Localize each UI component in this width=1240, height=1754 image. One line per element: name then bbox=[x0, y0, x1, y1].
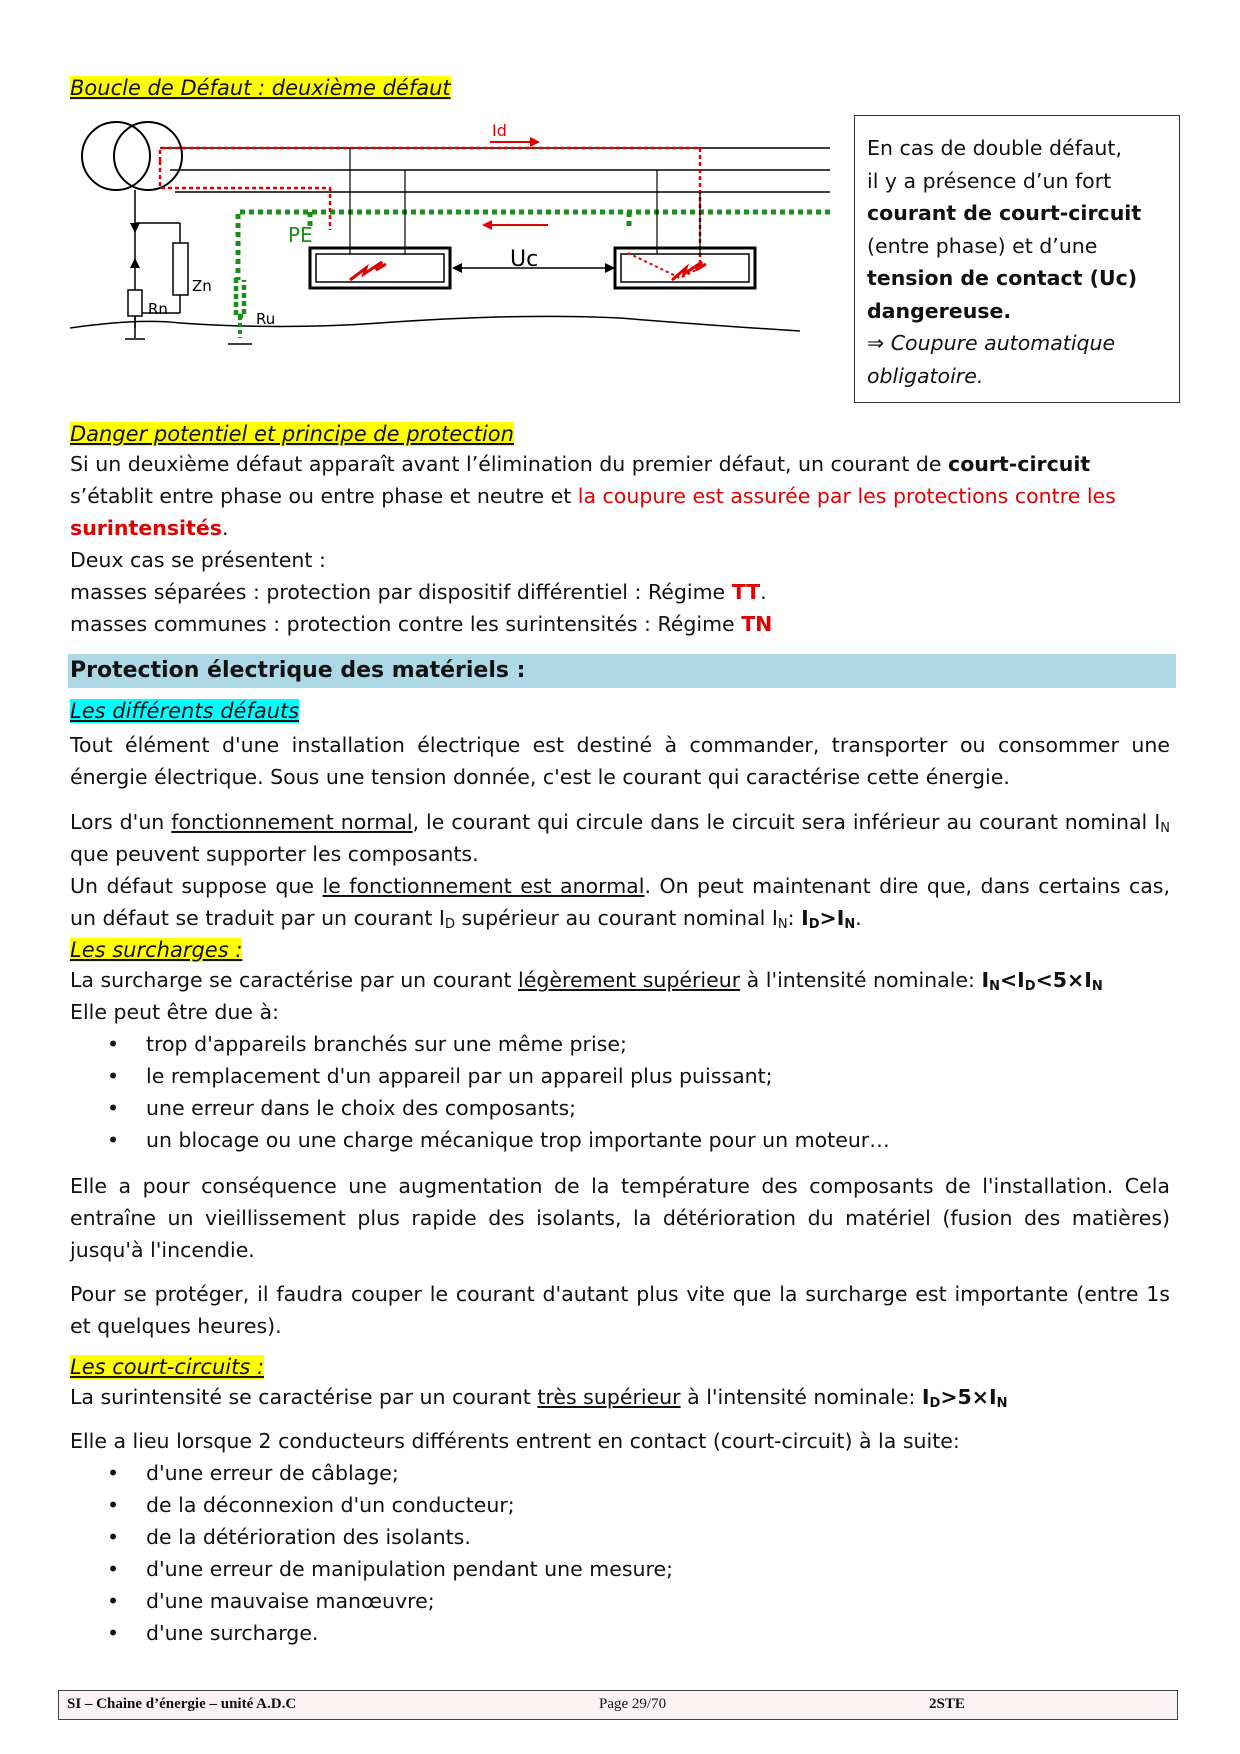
defauts-paragraph-3 bbox=[70, 870, 1170, 934]
danger-title: Danger potentiel et principe de protection bbox=[70, 422, 514, 446]
danger-bold-court-circuit: court-circuit bbox=[948, 452, 1091, 476]
cc-text-c: à l'intensité nominale: bbox=[680, 1385, 922, 1409]
neutral-arrow-up bbox=[130, 258, 140, 268]
p3-sub-n: N bbox=[777, 917, 788, 932]
surcharges-list bbox=[70, 1028, 890, 1156]
p3-formula bbox=[801, 906, 855, 930]
danger-red-text: la coupure est assurée par les protections contre les bbox=[577, 484, 1116, 508]
courtcircuits-title: Les court-circuits : bbox=[70, 1355, 265, 1379]
p3-formula-sub-d: D bbox=[808, 917, 820, 932]
fault-loop-diagram bbox=[60, 118, 850, 408]
ru-electrode bbox=[236, 280, 244, 316]
info-italic-2: obligatoire. bbox=[867, 363, 984, 388]
p3-text-d: supérieur au courant nominal I bbox=[454, 906, 778, 930]
info-line-1: En cas de double défaut, bbox=[867, 136, 1122, 160]
surch-f-lt1: <I bbox=[999, 968, 1025, 992]
info-line-2: il y a présence d’un fort bbox=[867, 168, 1112, 193]
p3-formula-sub-n: N bbox=[844, 917, 856, 932]
id-label: Id bbox=[492, 121, 507, 140]
list-item: • de la déconnexion d'un conducteur; bbox=[70, 1489, 673, 1521]
surcharges-paragraph-1 bbox=[70, 964, 1170, 996]
heading-boucle-defaut: Boucle de Défaut : deuxième défaut bbox=[70, 76, 451, 100]
courtcircuits-paragraph-1 bbox=[70, 1381, 1170, 1413]
fault-spark-2-icon bbox=[672, 262, 706, 280]
p2-text-c: , le courant qui circule dans le circuit sera inférieur au courant nominal I bbox=[412, 810, 1161, 834]
p3-formula-gt: >I bbox=[819, 906, 845, 930]
courtcircuits-list bbox=[70, 1457, 673, 1649]
danger-paragraph bbox=[70, 448, 1170, 640]
cc-text-a: La surintensité se caractérise par un courant bbox=[70, 1385, 538, 1409]
defauts-paragraph-1: Tout élément d'une installation électrique est destiné à commander, transporter ou consommer une énergie électrique. Sous une tension donnée, c'est le courant qui caractérise cette énergie. bbox=[70, 733, 1170, 789]
list-item: • d'une surcharge. bbox=[70, 1617, 673, 1649]
list-item: • d'une erreur de câblage; bbox=[70, 1457, 673, 1489]
regime-tn: TN bbox=[741, 612, 773, 636]
info-bold-3: dangereuse. bbox=[867, 298, 1012, 323]
regime-tt: TT bbox=[731, 580, 761, 604]
list-item: • de la détérioration des isolants. bbox=[70, 1521, 673, 1553]
danger-line-1 bbox=[70, 448, 1170, 480]
surcharges-intro: Elle peut être due à: bbox=[70, 1000, 280, 1024]
list-item: • une erreur dans le choix des composants; bbox=[70, 1092, 890, 1124]
cc-formula bbox=[922, 1385, 1008, 1409]
cc-f-gt: >5×I bbox=[940, 1385, 997, 1409]
cc-f-i: I bbox=[921, 1385, 930, 1409]
footer-page-number: Page 29/70 bbox=[599, 1696, 667, 1712]
p3-text-c: . On peut maintenant dire que, dans certains cas, un défaut se traduit par un courant I bbox=[70, 874, 1170, 930]
surch-f-i: I bbox=[981, 968, 990, 992]
section-protection-electrique: Protection électrique des matériels : bbox=[68, 654, 1176, 688]
p3-fonctionnement-anormal: le fonctionnement est anormal bbox=[322, 874, 645, 898]
heading-danger bbox=[70, 420, 514, 448]
danger-case-tt bbox=[70, 576, 1170, 608]
surcharges-paragraph-consequence: Elle a pour conséquence une augmentation de la température des composants de l'installation. Cela entraîne un vieillissement plus rapide des isolants, la détérioration du matériel (fusion des matières) jusqu'à l'incendie. bbox=[70, 1174, 1170, 1262]
defauts-title: Les différents défauts bbox=[70, 699, 300, 723]
surch-legerement: légèrement supérieur bbox=[518, 968, 741, 992]
p3-text-a: Un défaut suppose que bbox=[70, 874, 323, 898]
danger-text-1: Si un deuxième défaut apparaît avant l’élimination du premier défaut, un courant de bbox=[70, 452, 949, 476]
info-italic-1: Coupure automatique bbox=[890, 331, 1116, 355]
rn-resistor bbox=[128, 290, 142, 316]
implies-arrow-icon: ⇒ bbox=[867, 331, 885, 355]
info-conclusion bbox=[867, 327, 1167, 360]
transformer-primary-coil bbox=[82, 122, 150, 190]
surch-text-a: La surcharge se caractérise par un courant bbox=[70, 968, 519, 992]
uc-arrow-head-left bbox=[452, 263, 462, 273]
return-arrow-head bbox=[482, 220, 492, 230]
info-bold-2: tension de contact (Uc) bbox=[867, 266, 1138, 290]
list-item: • un blocage ou une charge mécanique trop importante pour un moteur… bbox=[70, 1124, 890, 1156]
list-item: • trop d'appareils branchés sur une même prise; bbox=[70, 1028, 890, 1060]
ground-line bbox=[70, 316, 800, 331]
danger-line-3 bbox=[70, 512, 1170, 544]
surch-formula bbox=[981, 968, 1102, 992]
surch-text-c: à l'intensité nominale: bbox=[740, 968, 982, 992]
list-item: • d'une erreur de manipulation pendant une mesure; bbox=[70, 1553, 673, 1585]
surch-f-lt2: <5×I bbox=[1035, 968, 1092, 992]
p2-text-d: que peuvent supporter les composants. bbox=[70, 842, 479, 866]
footer-class: 2STE bbox=[929, 1696, 965, 1712]
p3-period: . bbox=[855, 906, 862, 930]
fault-spark-1-icon bbox=[350, 262, 386, 280]
surcharges-title: Les surcharges : bbox=[70, 938, 243, 962]
case-tn-text: masses communes : protection contre les surintensités : Régime bbox=[70, 612, 742, 636]
defauts-paragraph-2 bbox=[70, 806, 1170, 870]
fault-current-inside-frame-2 bbox=[628, 253, 700, 278]
danger-period: . bbox=[221, 516, 229, 540]
info-bold-1: courant de court-circuit bbox=[867, 201, 1142, 225]
zn-impedance bbox=[173, 243, 188, 295]
ru-label: Ru bbox=[256, 310, 276, 328]
double-fault-info-box bbox=[854, 115, 1180, 403]
danger-line-2 bbox=[70, 480, 1170, 512]
transformer-secondary-coil bbox=[114, 122, 182, 190]
uc-label: Uc bbox=[510, 247, 539, 272]
case-tt-text: masses séparées : protection par dispositif différentiel : Régime bbox=[70, 580, 732, 604]
p3-sub-d: D bbox=[444, 917, 455, 932]
p2-text-a: Lors d'un bbox=[70, 810, 172, 834]
danger-red-surintensites: surintensités bbox=[70, 516, 222, 540]
danger-deux-cas: Deux cas se présentent : bbox=[70, 548, 326, 572]
heading-differents-defauts bbox=[70, 697, 299, 725]
cc-f-sub2: N bbox=[996, 1396, 1008, 1411]
footer-course: SI – Chaine d’énergie – unité A.D.C bbox=[67, 1696, 297, 1712]
neutral-arrow-down bbox=[130, 223, 140, 233]
danger-case-tn bbox=[70, 608, 1170, 640]
pe-label: PE bbox=[288, 223, 313, 247]
cc-f-sub1: D bbox=[929, 1396, 941, 1411]
surch-f-sub1: N bbox=[989, 979, 1000, 994]
rn-label: Rn bbox=[148, 300, 168, 318]
surcharges-paragraph-protection: Pour se protéger, il faudra couper le courant d'autant plus vite que la surcharge est importante (entre 1s et quelques heures). bbox=[70, 1282, 1170, 1338]
list-item: • d'une mauvaise manœuvre; bbox=[70, 1585, 673, 1617]
info-line-3: (entre phase) et d’une bbox=[867, 233, 1098, 258]
p3-formula-i: I bbox=[801, 906, 809, 930]
heading-surcharges bbox=[70, 936, 242, 964]
cc-tres-superieur: très supérieur bbox=[537, 1385, 681, 1409]
page-footer bbox=[58, 1690, 1178, 1720]
surch-f-sub2: D bbox=[1024, 979, 1036, 994]
p2-fonctionnement-normal: fonctionnement normal bbox=[171, 810, 413, 834]
id-arrow-head bbox=[530, 137, 540, 147]
surch-f-sub3: N bbox=[1091, 979, 1103, 994]
fault-current-path bbox=[160, 148, 700, 268]
zn-label: Zn bbox=[192, 277, 212, 295]
p3-colon: : bbox=[787, 906, 802, 930]
danger-text-2: s’établit entre phase ou entre phase et neutre et bbox=[70, 484, 578, 508]
p2-sub-n: N bbox=[1160, 821, 1170, 836]
courtcircuits-intro: Elle a lieu lorsque 2 conducteurs différents entrent en contact (court-circuit) à la suite: bbox=[70, 1429, 960, 1453]
list-item: • le remplacement d'un appareil par un appareil plus puissant; bbox=[70, 1060, 890, 1092]
case-tt-period: . bbox=[760, 580, 767, 604]
heading-court-circuits bbox=[70, 1353, 264, 1381]
